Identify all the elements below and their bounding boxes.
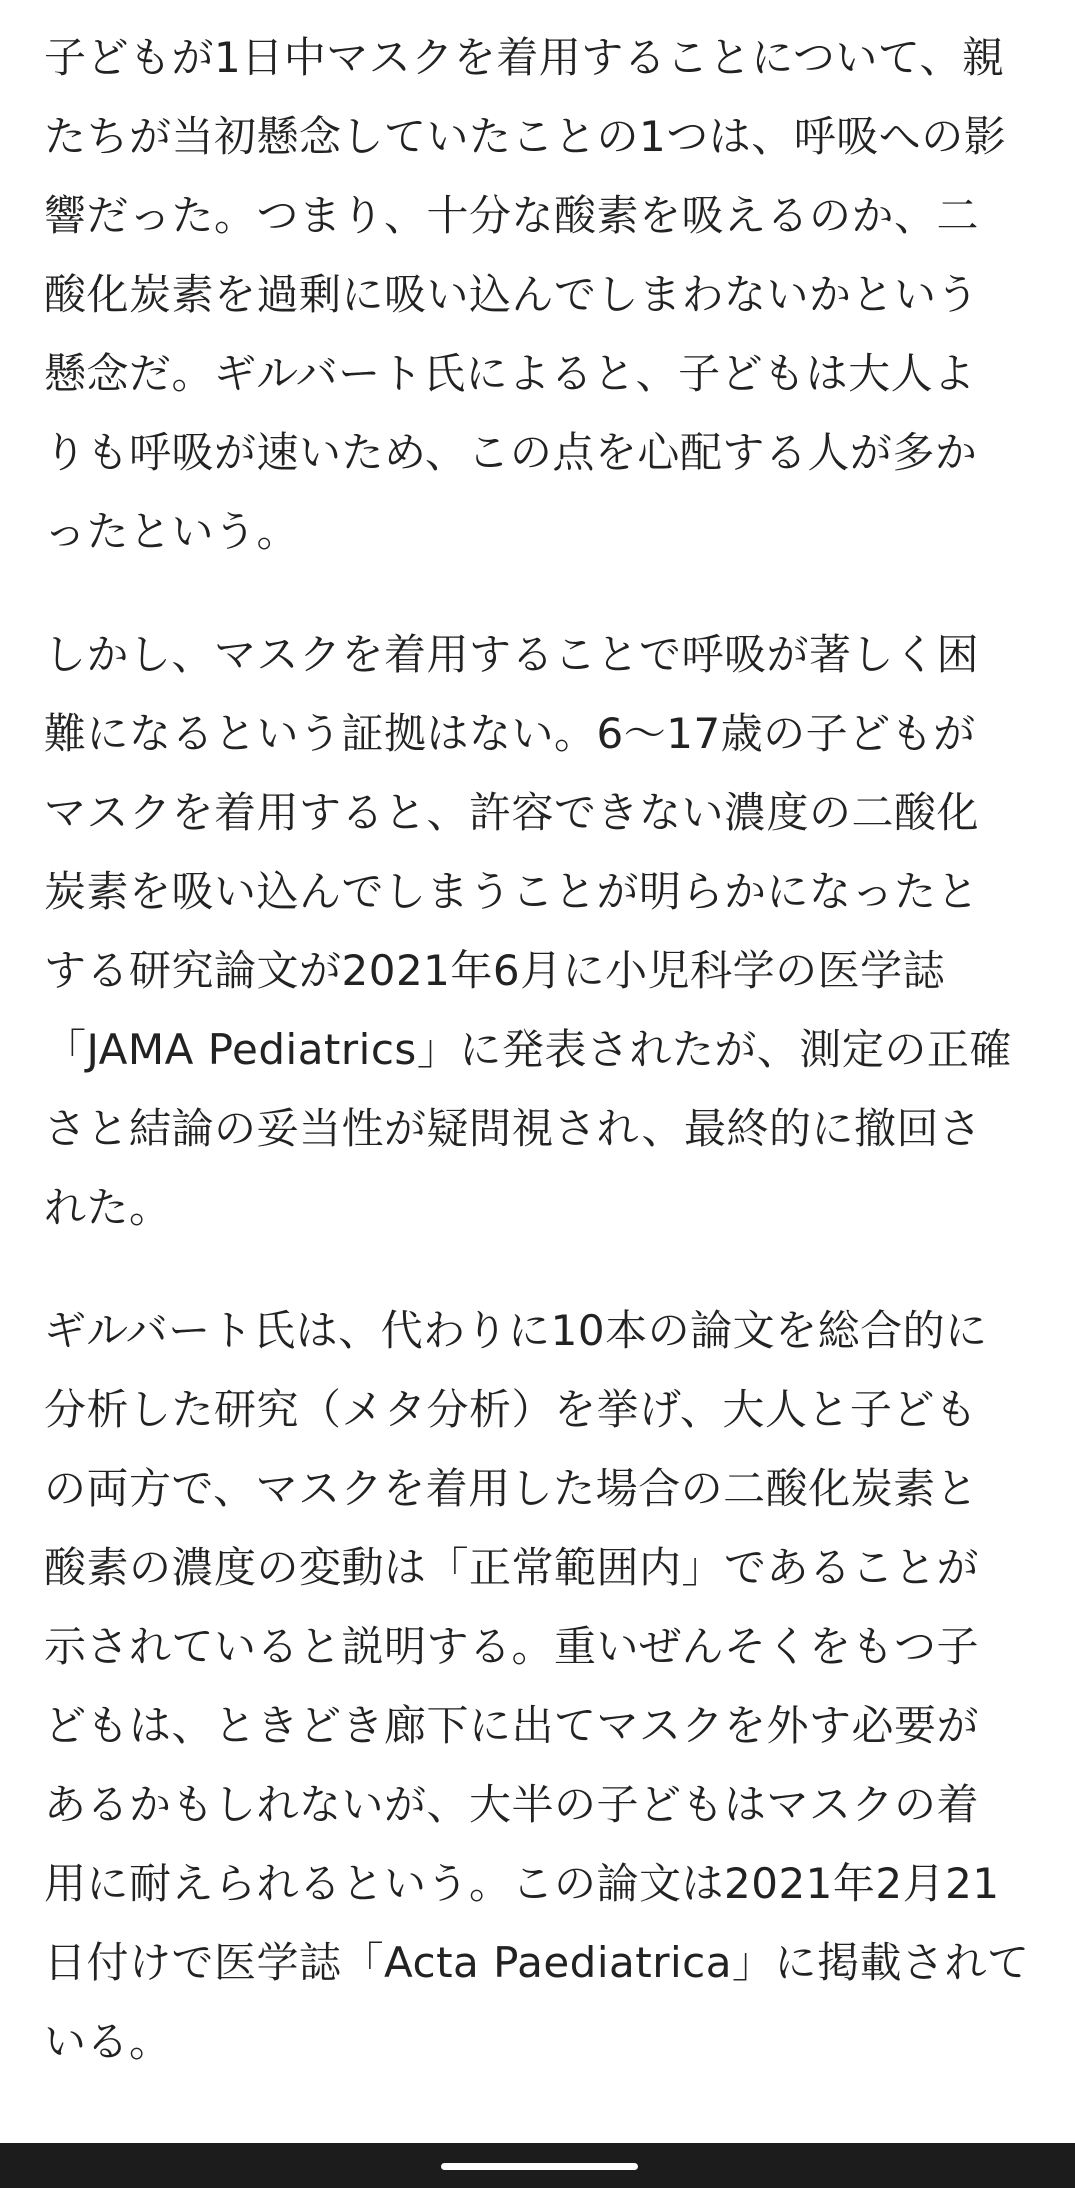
paragraph-line: 分析した研究（メタ分析）を挙げ、大人と子ども — [44, 1385, 978, 1434]
paragraph-line: 子どもが1日中マスクを着用することについて、親 — [44, 33, 1005, 82]
paragraph-line: 「JAMA Pediatrics」に発表されたが、測定の正確 — [44, 1025, 1012, 1074]
paragraph-line: ギルバート氏は、代わりに10本の論文を総合的に — [44, 1306, 988, 1355]
paragraph-line: りも呼吸が速いため、この点を心配する人が多か — [44, 428, 978, 477]
paragraph-line: 用に耐えられるという。この論文は2021年2月21 — [44, 1859, 1000, 1908]
paragraph-line: 懸念だ。ギルバート氏によると、子どもは大人よ — [44, 349, 976, 398]
paragraph-line: する研究論文が2021年6月に小児科学の医学誌 — [44, 946, 946, 995]
paragraph-line: 炭素を吸い込んでしまうことが明らかになったと — [44, 867, 980, 916]
paragraph-line: さと結論の妥当性が疑問視され、最終的に撤回さ — [44, 1104, 982, 1153]
paragraph-line: マスクを着用すると、許容できない濃度の二酸化 — [44, 788, 980, 837]
paragraph-line: しかし、マスクを着用することで呼吸が著しく困 — [44, 630, 980, 679]
paragraph-line: いる。 — [44, 2017, 172, 2066]
gesture-handle-icon[interactable] — [441, 2163, 638, 2170]
paragraph-line: たちが当初懸念していたことの1つは、呼吸への影 — [44, 112, 1007, 161]
paragraph-line: あるかもしれないが、大半の子どもはマスクの着 — [44, 1780, 980, 1829]
system-navigation-bar — [0, 2143, 1075, 2188]
paragraph-line: 響だった。つまり、十分な酸素を吸えるのか、二 — [44, 191, 980, 240]
paragraph-line: 日付けで医学誌「Acta Paediatrica」に掲載されて — [44, 1938, 1030, 1987]
paragraph-line: 酸化炭素を過剰に吸い込んでしまわないかという — [44, 270, 980, 319]
article-paragraph-2 — [44, 615, 1039, 1247]
paragraph-line: 酸素の濃度の変動は「正常範囲内」であることが — [44, 1543, 980, 1592]
paragraph-line: どもは、ときどき廊下に出てマスクを外す必要が — [44, 1701, 980, 1750]
article-paragraph-3 — [44, 1291, 1039, 2081]
paragraph-line: 示されていると説明する。重いぜんそくをもつ子 — [44, 1622, 980, 1671]
paragraph-line: 難になるという証拠はない。6〜17歳の子どもが — [44, 709, 976, 758]
article-paragraph-1 — [44, 18, 1039, 571]
paragraph-line: の両方で、マスクを着用した場合の二酸化炭素と — [44, 1464, 979, 1513]
paragraph-line: ったという。 — [44, 507, 300, 556]
article-body — [44, 18, 1039, 2125]
paragraph-line: れた。 — [44, 1183, 172, 1232]
